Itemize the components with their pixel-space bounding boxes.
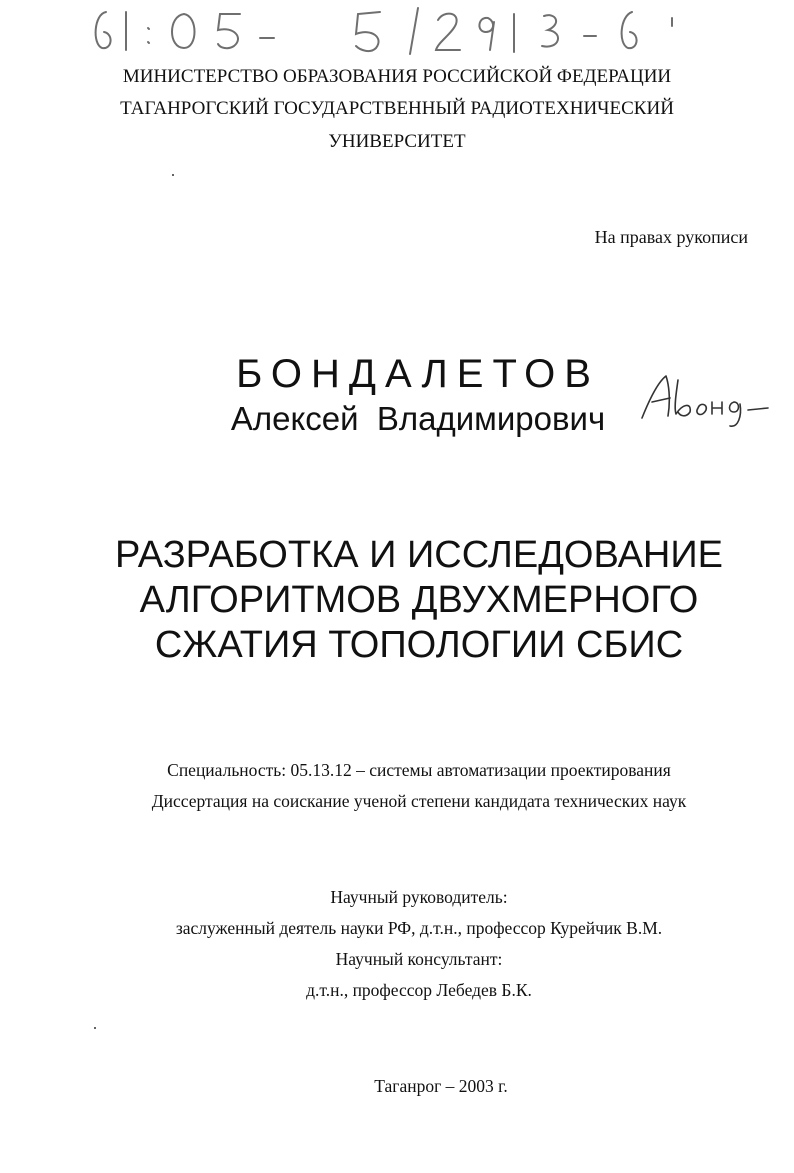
speck-mark: [94, 1027, 96, 1029]
supervisor-label: Научный руководитель:: [330, 887, 508, 907]
rights-note: На правах рукописи: [594, 227, 748, 247]
university-name-line1: ТАГАНРОГСКИЙ ГОСУДАРСТВЕННЫЙ РАДИОТЕХНИЧЕСКИЙ: [120, 98, 674, 119]
ministry-name: МИНИСТЕРСТВО ОБРАЗОВАНИЯ РОССИЙСКОЙ ФЕДЕРАЦИИ: [122, 66, 672, 87]
dissertation-title-line1: РАЗРАБОТКА И ИССЛЕДОВАНИЕ: [114, 534, 724, 576]
university-name-line2: УНИВЕРСИТЕТ: [328, 131, 466, 152]
degree-line: Диссертация на соискание ученой степени кандидата технических наук: [151, 791, 687, 811]
consultant-name: д.т.н., профессор Лебедев Б.К.: [306, 980, 532, 1000]
consultant-label: Научный консультант:: [335, 949, 503, 969]
supervisor-name: заслуженный деятель науки РФ, д.т.н., профессор Курейчик В.М.: [175, 918, 663, 938]
dissertation-title-line2: АЛГОРИТМОВ ДВУХМЕРНОГО: [139, 579, 699, 621]
author-surname: БОНДАЛЕТОВ: [236, 352, 600, 396]
place-and-year: Таганрог – 2003 г.: [374, 1076, 508, 1096]
specialty-line: Специальность: 05.13.12 – системы автоматизации проектирования: [167, 760, 671, 780]
author-given-names: Алексей Владимирович: [230, 400, 606, 437]
handwritten-archive-number: [84, 4, 704, 58]
dissertation-title-line3: СЖАТИЯ ТОПОЛОГИИ СБИС: [154, 624, 684, 666]
author-signature: [636, 368, 776, 434]
speck-mark: [172, 174, 174, 176]
